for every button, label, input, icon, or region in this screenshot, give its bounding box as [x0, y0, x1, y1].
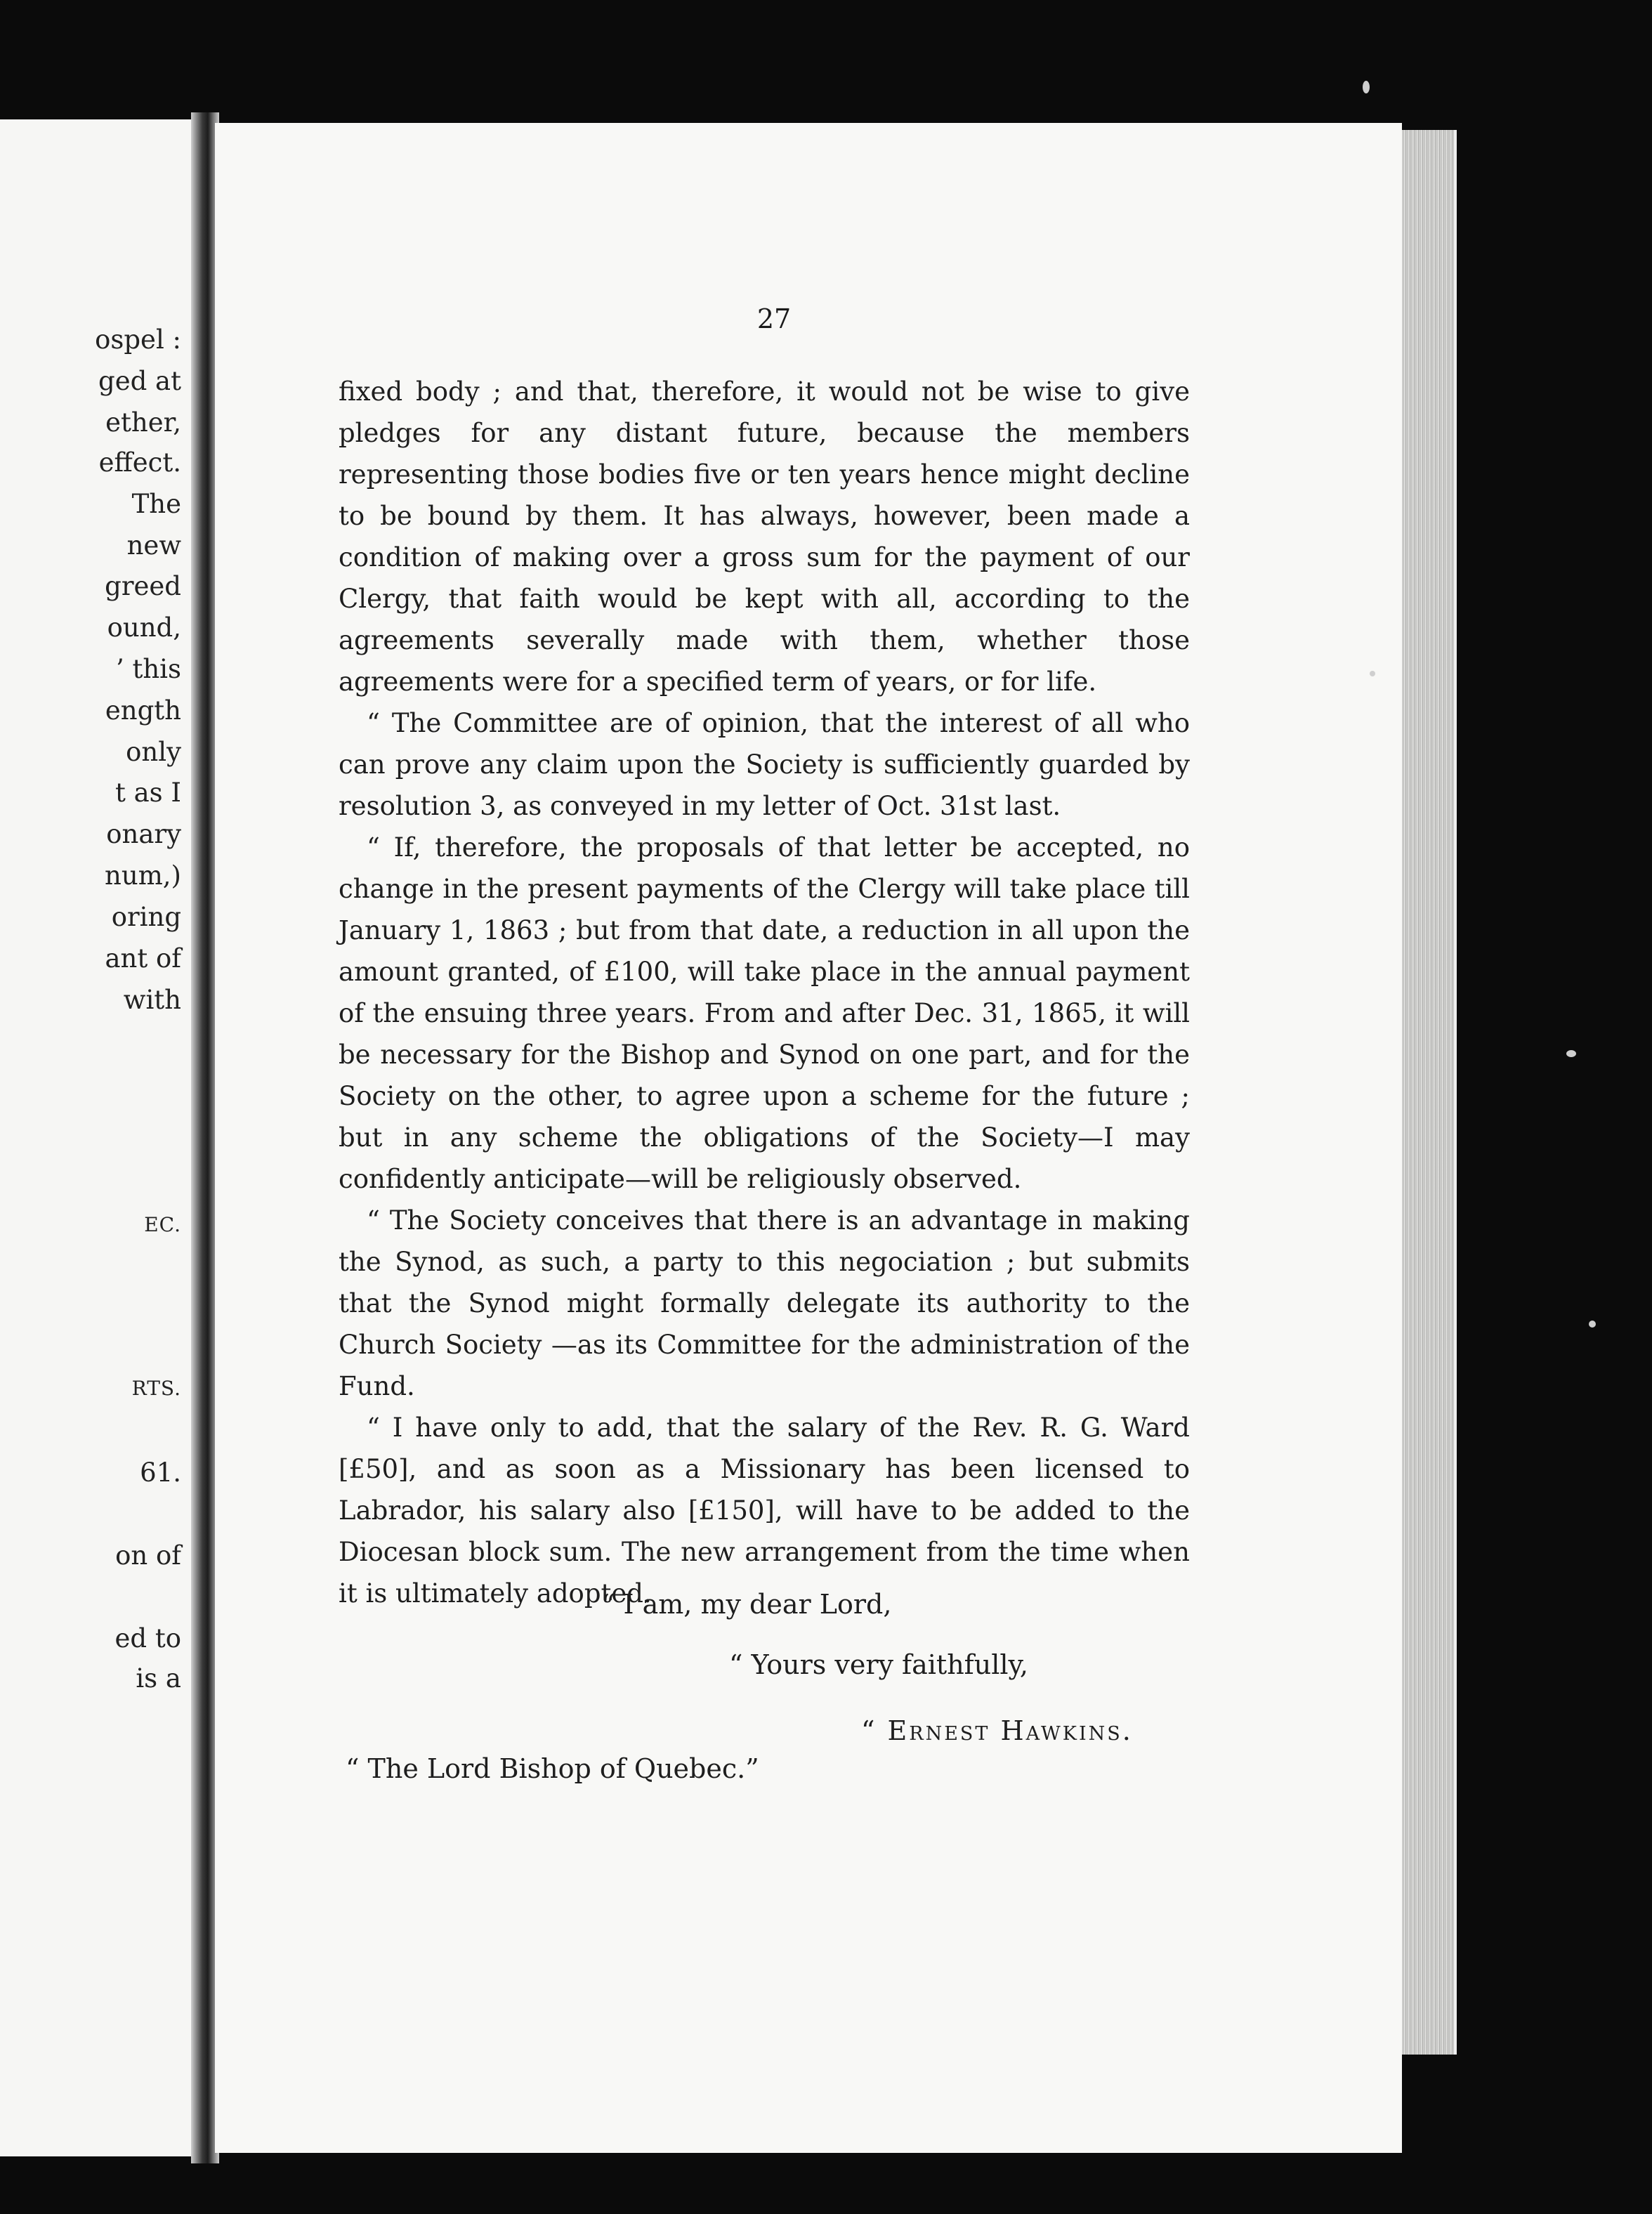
left-page-fragment: t as I: [114, 778, 181, 808]
paragraph: “ If, therefore, the proposals of that letter be accepted, no change in the present payments of the Clergy will take place till January 1, 1863 ; but from that date, a reduction in all upon the amount granted, of £100, will take place in the annual payment of the ensuing three years. From and after Dec. 31, 1865, it will be necessary for the Bishop and Synod on one part, and for the Society on the other, to agree upon a scheme for the future ; but in any scheme the obligations of the Society—I may confidently anticipate—will be religiously observed.: [339, 832, 1190, 1194]
left-page-fragment: ’ this: [115, 654, 181, 684]
left-page-fragment: only: [126, 737, 181, 767]
paragraph: “ I have only to add, that the salary of the Rev. R. G. Ward [£50], and as soon as a Missionary has been licensed to Labrador, his salary also [£150], will have to be added to the Diocesan block sum. The new arrangement from the time when it is ultimately adopted.: [339, 1413, 1190, 1609]
left-page-fragment: ospel :: [95, 325, 181, 355]
left-page-fragment: oring: [111, 902, 181, 932]
page-edge-stack: [1402, 130, 1457, 2055]
left-page-fragment: ether,: [105, 407, 181, 438]
addressee: “ The Lord Bishop of Quebec.”: [346, 1753, 759, 1784]
signature: “ Ernest Hawkins.: [861, 1715, 1133, 1746]
left-page-fragment: ound,: [107, 613, 181, 643]
left-page-fragment: effect.: [98, 447, 181, 478]
page-number: 27: [756, 303, 792, 334]
left-page-fragment: on of: [115, 1540, 181, 1571]
body-text: [339, 371, 1190, 1614]
valediction: “ Yours very faithfully,: [729, 1649, 1029, 1680]
left-page-fragment: ength: [105, 695, 181, 726]
scan-speck: [1363, 81, 1370, 93]
left-page-fragment: new: [126, 530, 181, 561]
paragraph: “ The Committee are of opinion, that the interest of all who can prove any claim upon the Society is sufficiently guarded by resolution 3, as conveyed in my letter of Oct. 31st last.: [339, 708, 1190, 821]
left-page-fragment: with: [123, 985, 181, 1015]
paragraph: fixed body ; and that, therefore, it would not be wise to give pledges for any distant future, because the members representing those bodies five or ten years hence might decline to be bound by them. It has always, however, been made a condition of making over a gross sum for the payment of our Clergy, that faith would be kept with all, according to the agreements severally made with them, whether those agreements were for a specified term of years, or for life.: [339, 376, 1190, 697]
scan-speck: [1370, 671, 1375, 676]
left-page-fragment: ged at: [98, 366, 181, 396]
left-page-fragment: is a: [136, 1663, 181, 1694]
left-page-fragment: 61.: [140, 1458, 181, 1488]
left-page-fragment: The: [131, 489, 181, 519]
salutation: “ I am, my dear Lord,: [601, 1589, 892, 1620]
left-page-fragment: ed to: [114, 1623, 181, 1653]
scan-speck: [1589, 1321, 1596, 1328]
left-page-fragment: num,): [105, 860, 181, 891]
left-page-fragment: onary: [106, 819, 181, 849]
left-facing-page: [0, 119, 191, 2156]
scan-speck: [1566, 1050, 1576, 1057]
left-page-fragment: EC.: [144, 1213, 181, 1236]
left-page-fragment: RTS.: [131, 1377, 181, 1400]
left-page-fragment: greed: [105, 571, 181, 601]
paragraph: “ The Society conceives that there is an advantage in making the Synod, as such, a party to this negociation ; but submits that the Synod might formally delegate its authority to the Church Society —as its Committee for the administration of the Fund.: [339, 1205, 1190, 1401]
left-page-fragment: ant of: [105, 943, 181, 974]
